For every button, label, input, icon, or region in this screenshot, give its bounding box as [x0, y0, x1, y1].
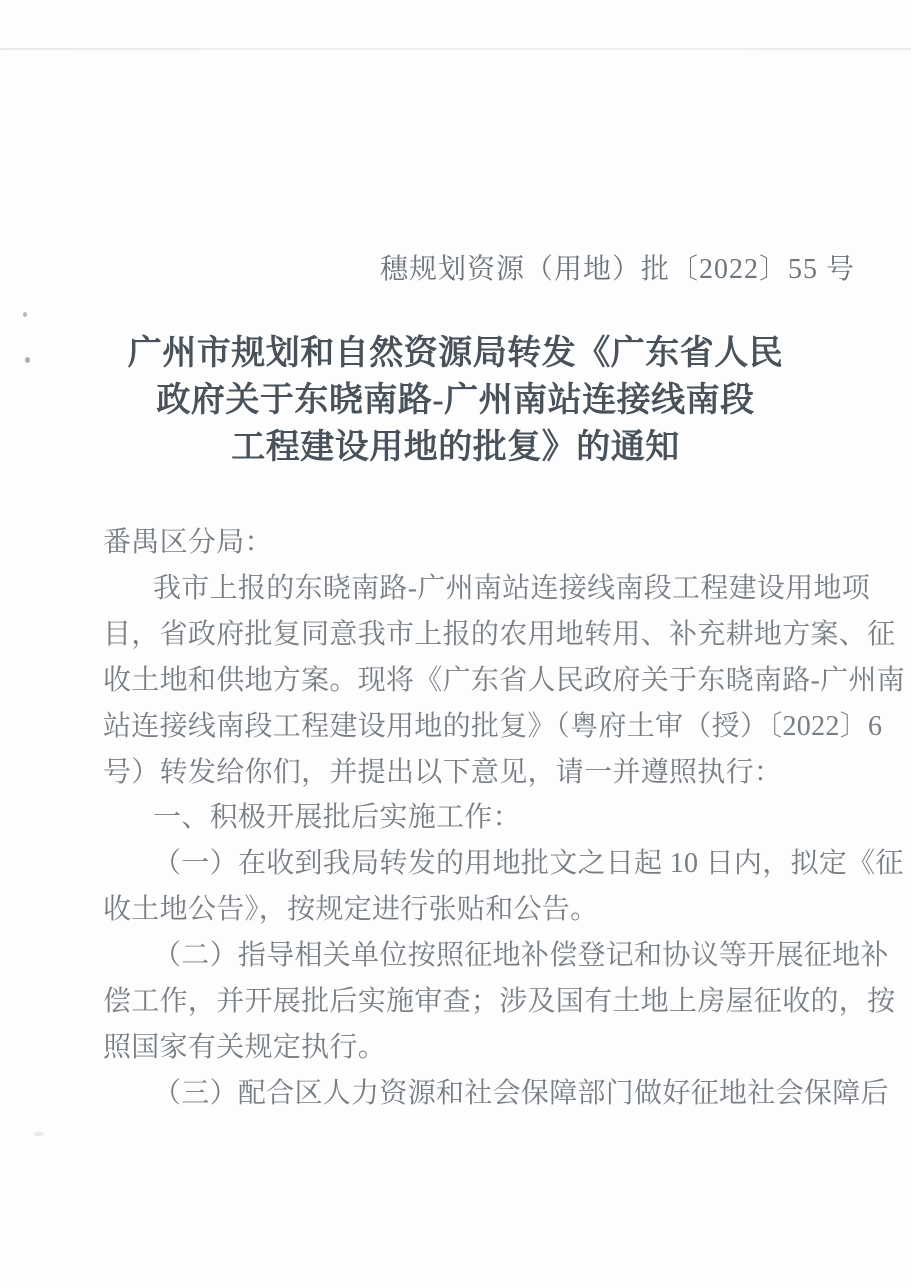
title-line-3: 工程建设用地的批复》的通知	[231, 429, 680, 466]
body-line: 收土地公告》，按规定进行张贴和公告。	[103, 894, 599, 926]
body-line: 目，省政府批复同意我市上报的农用地转用、补充耕地方案、征	[103, 618, 896, 650]
body-line: 收土地和供地方案。现将《广东省人民政府关于东晓南路-广州南	[103, 664, 906, 696]
title-line-2: 政府关于东晓南路-广州南站连接线南段	[156, 382, 755, 419]
body-line: （二）指导相关单位按照征地补偿登记和协议等开展征地补	[153, 940, 889, 972]
body-line: 站连接线南段工程建设用地的批复》（粤府土审（授）〔2022〕6	[103, 710, 883, 742]
body-line: 我市上报的东晓南路-广州南站连接线南段工程建设用地项	[153, 572, 871, 604]
scan-artifact-speck	[34, 1132, 44, 1136]
scan-artifact-line	[0, 48, 911, 50]
document-body	[103, 520, 906, 1117]
body-line: 照国家有关规定执行。	[103, 1031, 387, 1063]
body-line: 号）转发给你们，并提出以下意见，请一并遵照执行：	[103, 756, 783, 788]
body-line: （一）在收到我局转发的用地批文之日起 10 日内，拟定《征	[153, 848, 904, 880]
body-line: （三）配合区人力资源和社会保障部门做好征地社会保障后	[153, 1077, 889, 1109]
title-line-1: 广州市规划和自然资源局转发《广东省人民	[127, 335, 784, 372]
salutation: 番禺区分局：	[103, 527, 273, 558]
document-title	[0, 330, 911, 471]
scan-artifact-speck	[23, 312, 27, 317]
document-number: 穗规划资源（用地）批〔2022〕55 号	[379, 254, 855, 285]
body-line: 偿工作，并开展批后实施审查；涉及国有土地上房屋征收的，按	[103, 986, 896, 1018]
body-line: 一、积极开展批后实施工作：	[153, 802, 521, 834]
